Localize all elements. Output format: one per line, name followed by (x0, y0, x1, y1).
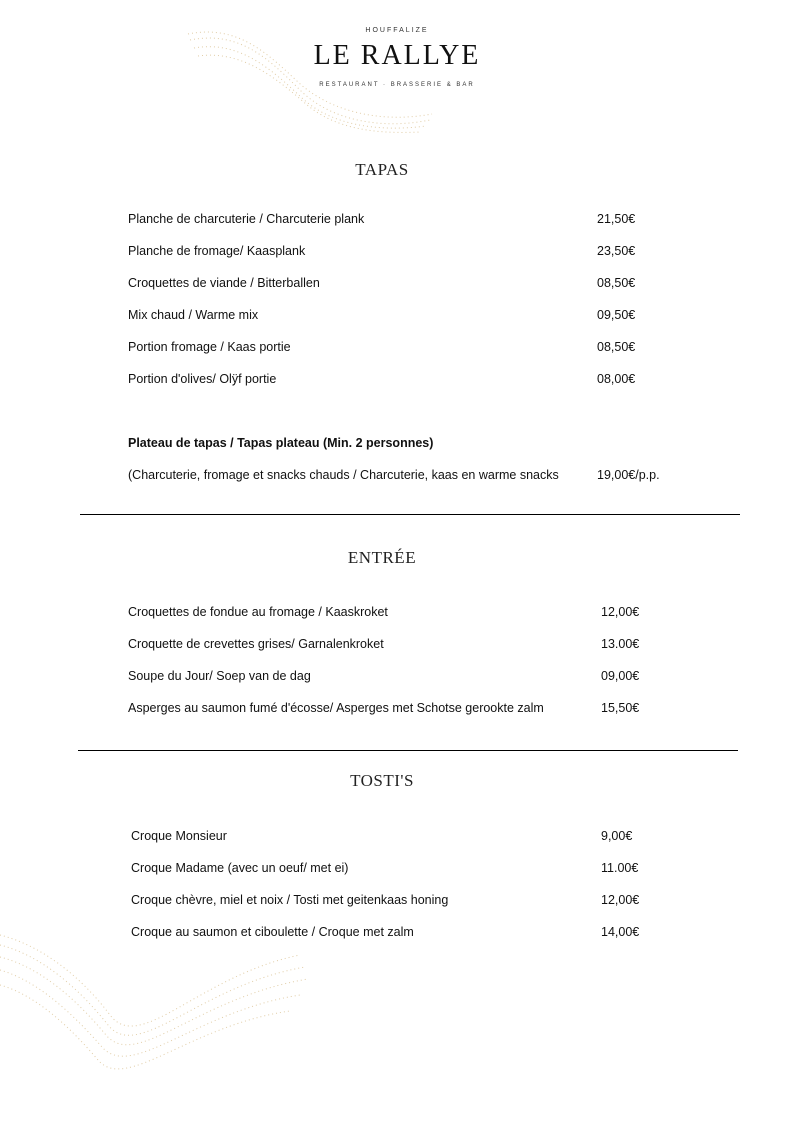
item-name: Croquettes de fondue au fromage / Kaaskroket (128, 605, 388, 619)
plateau-title: Plateau de tapas / Tapas plateau (Min. 2 personnes) (128, 436, 434, 450)
item-name: Croque Madame (avec un oeuf/ met ei) (131, 861, 349, 875)
plateau-price: 19,00€/p.p. (597, 468, 660, 482)
item-price: 15,50€ (601, 701, 640, 715)
item-price: 23,50€ (597, 244, 636, 258)
divider (80, 514, 740, 515)
gold-swoosh-top (180, 20, 440, 140)
item-price: 08,00€ (597, 372, 636, 386)
item-name: Portion fromage / Kaas portie (128, 340, 291, 354)
section-title-entree: ENTRÉE (347, 548, 417, 567)
item-name: Planche de fromage/ Kaasplank (128, 244, 306, 258)
item-name: Asperges au saumon fumé d'écosse/ Asperges met Schotse gerookte zalm (128, 701, 544, 715)
item-name: Mix chaud / Warme mix (128, 308, 259, 322)
item-name: Croquette de crevettes grises/ Garnalenkroket (128, 637, 384, 651)
item-name: Croque Monsieur (131, 829, 227, 843)
item-price: 08,50€ (597, 340, 636, 354)
item-price: 11.00€ (601, 861, 639, 875)
item-price: 12,00€ (601, 893, 640, 907)
item-price: 9,00€ (601, 829, 633, 843)
item-name: Soupe du Jour/ Soep van de dag (128, 669, 311, 683)
item-price: 09,00€ (601, 669, 640, 683)
item-price: 21,50€ (597, 212, 636, 226)
item-price: 08,50€ (597, 276, 636, 290)
section-title-tapas: TAPAS (355, 160, 409, 179)
item-price: 09,50€ (597, 308, 636, 322)
divider (78, 750, 738, 751)
item-price: 13.00€ (601, 637, 640, 651)
brand-subtitle: RESTAURANT · BRASSERIE & BAR (319, 82, 475, 88)
item-name: Planche de charcuterie / Charcuterie plank (128, 212, 365, 226)
brand-town: HOUFFALIZE (365, 27, 429, 34)
item-name: Croque chèvre, miel et noix / Tosti met geitenkaas honing (131, 893, 449, 907)
item-name: Portion d'olives/ Olÿf portie (128, 372, 277, 386)
item-price: 14,00€ (601, 925, 640, 939)
item-name: Croque au saumon et ciboulette / Croque met zalm (131, 925, 414, 939)
item-price: 12,00€ (601, 605, 640, 619)
section-title-tostis: TOSTI'S (350, 771, 414, 790)
brand-name: LE RALLYE (313, 40, 481, 71)
item-name: Croquettes de viande / Bitterballen (128, 276, 320, 290)
gold-swoosh-bottom (0, 915, 320, 1095)
plateau-description: (Charcuterie, fromage et snacks chauds / Charcuterie, kaas en warme snacks (128, 468, 559, 482)
